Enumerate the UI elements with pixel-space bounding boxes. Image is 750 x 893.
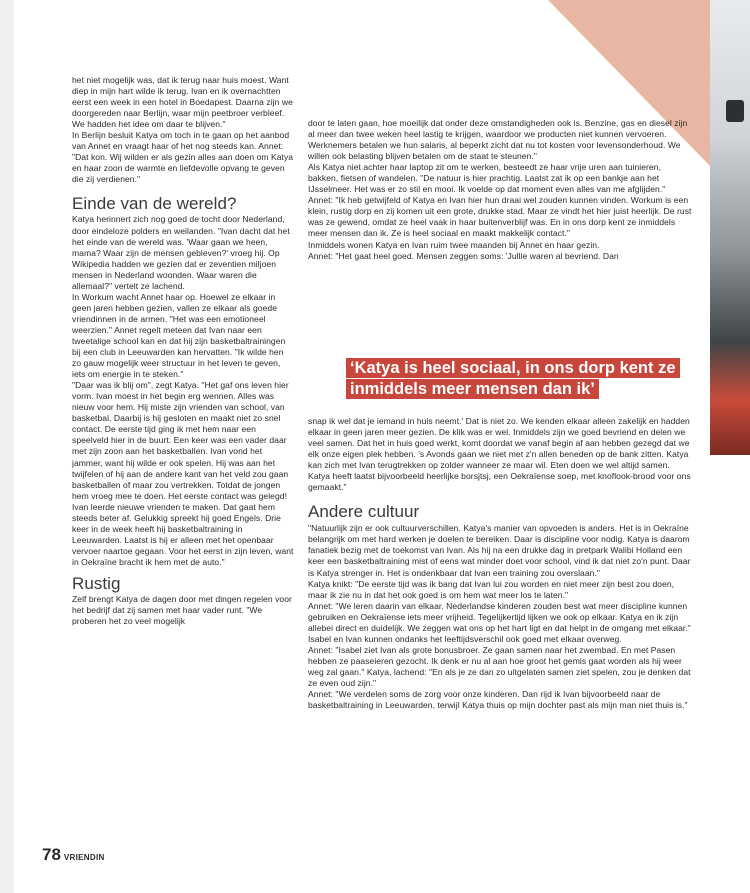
right-column-bottom — [308, 416, 692, 711]
body-paragraph: In Berlijn besluit Katya om toch in te gaan op het aanbod van Annet en vraagt haar of het nog steeds kan. Annet: "Dat kon. Wij wilden er als gezin alles aan doen om Katya en haar zoon de warmte en liefdevolle opvang te geven die zij verdienen." — [72, 130, 294, 185]
body-paragraph: Annet: "Het gaat heel goed. Mensen zeggen soms: 'Jullie waren al bevriend. Dan — [308, 250, 619, 261]
pull-quote-text: ‘Katya is heel sociaal, in ons dorp kent ze inmiddels meer mensen dan ik’ — [346, 358, 680, 399]
page-number: 78 — [42, 845, 61, 864]
body-paragraph: Annet: "We leren daarin van elkaar. Nederlandse kinderen zouden best wat meer discipline kunnen gebruiken en Oekraïense iets meer vrijheid. Tegelijkertijd lijken we ook op elkaar. Katya en ik zijn allebei direct en duidelijk. We zeggen wat ons op het hart ligt en dat helpt in de omgang met elkaar." — [308, 600, 691, 633]
section-heading-andere: Andere cultuur — [308, 502, 420, 522]
body-paragraph: In Workum wacht Annet haar op. Hoewel ze elkaar in geen jaren hebben gezien, vallen ze elkaar als goede vriendinnen in de armen. "Het was een emotioneel weerzien." Annet regelt meteen dat Ivan naar een tweetalige school kan en dat hij zijn basketbaltrainingen bij een club in Leeuwarden kan hervatten. "Ik wilde hen zo gauw mogelijk weer structuur in het leven te geven, iets om energie in te steken." — [72, 291, 286, 380]
section-heading-rustig: Rustig — [72, 573, 121, 593]
mug-image — [726, 100, 744, 122]
section-heading-einde: Einde van de wereld? — [72, 194, 237, 214]
pull-quote — [346, 358, 678, 400]
right-column-top — [308, 118, 692, 262]
body-paragraph: Als Katya niet achter haar laptop zit om te werken, besteedt ze haar vrije uren aan tuinieren, bakken, fietsen of wandelen. "De natuur is hier prachtig. Laatst zat ik op een bankje aan het IJsselmeer. Het was er zo stil en mooi. Ik voelde op dat moment even alles van me afglijden." — [308, 162, 666, 195]
photo-strip — [710, 0, 750, 455]
body-paragraph: Katya knikt: "De eerste tijd was ik bang dat Ivan lui zou worden en niet meer zijn best zou doen, maar ik zie nu in dat het ook goed is om hem wat meer los te laten." — [308, 578, 675, 600]
body-paragraph: Zelf brengt Katya de dagen door met dingen regelen voor het bedrijf dat zij samen met haar vader runt. "We proberen het zo veel mogelijk — [72, 593, 292, 627]
page-footer — [42, 845, 105, 865]
body-paragraph: Annet: "Isabel ziet Ivan als grote bonusbroer. Ze gaan samen naar het zwembad. En met Pasen hebben ze paaseieren gezocht. Ik denk er nu al aan hoe groot het gemis gaat worden als hij weer weg zal gaan." Katya, lachend: "En als je ze dan zo uitgelaten samen ziet spelen, zou je denken dat ze even oud zijn." — [308, 644, 691, 688]
body-paragraph: Inmiddels wonen Katya en Ivan ruim twee maanden bij Annet en haar gezin. — [308, 239, 600, 250]
body-paragraph: door te laten gaan, hoe moeilijk dat onder deze omstandigheden ook is. Benzine, gas en diesel zijn al meer dan twee weken heel lastig te krijgen, waardoor we producten niet kunnen vervoeren. Werknemers betalen we hun salaris, al beperkt zicht dat nu tot kosten voor levensonderhoud. We willen ook belasting blijven betalen om de staat te steunen." — [308, 118, 688, 162]
body-paragraph: "Natuurlijk zijn er ook cultuurverschillen. Katya's manier van opvoeden is anders. Het is in Oekraïne belangrijk om met hard werken je doelen te bereiken. Daar is discipline voor nodig. Katya is daarom fanatiek bezig met de toekomst van Ivan. Als hij na een drukke dag in pretpark Walibi Holland een keer een basketbaltraining mist of eens wat minder doet voor school, vind ik dat niet zo'n punt. Daar is Katya strenger in. Het is ondenkbaar dat Ivan een training zou overslaan." — [308, 523, 691, 578]
magazine-name: VRIENDIN — [63, 853, 105, 862]
body-paragraph: Isabel en Ivan kunnen ondanks het leeftijdsverschil ook goed met elkaar overweg. — [308, 633, 622, 644]
body-paragraph: Annet: "We verdelen soms de zorg voor onze kinderen. Dan rijd ik Ivan bijvoorbeeld naar de basketbaltraining in Leeuwarden, terwijl Katya thuis op mijn dochter past als mijn man niet thuis is." — [308, 689, 688, 711]
body-paragraph: snap ik wel dat je iemand in huis neemt.' Dat is niet zo. We kenden elkaar alleen zakelijk en hadden elkaar in geen jaren meer gezien. De klik was er wel. Inmiddels zijn we goed bevriend en delen we veel samen. Dat het in huis goed werkt, komt doordat we vanaf begin af aan hebben gezegd dat we elk onze eigen plek hebben. 's Avonds gaan we niet met z'n allen beneden op de bank zitten. Katya kan zich met Ivan terugtrekken op zolder wanneer ze maar wil. Eten doen we wel altijd samen. Katya heeft laatst bijvoorbeeld heerlijke borsjtsj, een Oekraïense soep, met knoflook-brood voor ons gemaakt." — [308, 416, 691, 493]
body-paragraph: Katya herinnert zich nog goed de tocht door Nederland, door eindeloze polders en weilanden. "Ivan dacht dat het het einde van de wereld was. 'Waar gaan we heen, mama? Waar zijn de mensen gebleven?' vroeg hij. Op Wikipedia hadden we gezien dat er zeventien miljoen mensen in Nederland woonden. Waar waren die allemaal?" vertelt ze lachend. — [72, 214, 290, 291]
page-edge — [0, 0, 14, 893]
left-column — [72, 75, 294, 627]
body-paragraph: Annet: "Ik heb getwijfeld of Katya en Ivan hier hun draai wel zouden kunnen vinden. Workum is een klein, rustig dorp en zij komen uit een grote, drukke stad. Maar ze vindt het hier juist heerlijk. De rust was ze gewend, omdat ze heel vaak in haar buitenverblijf was. En in ons dorp kent ze inmiddels meer mensen dan ik. Ze is heel sociaal en maakt makkelijk contact." — [308, 195, 692, 239]
body-paragraph: het niet mogelijk was, dat ik terug naar huis moest. Want diep in mijn hart wilde ik terug. Ivan en ik overnachtten eerst een week in een hotel in Boedapest. Daarna zijn we doorgereden naar Berlijn, waar mijn peetbroer verbleef. We hadden het idee om daar te blijven." — [72, 75, 293, 130]
body-paragraph: "Daar was ik blij om", zegt Katya. "Het gaf ons leven hier vorm. Ivan moest in het begin erg wennen. Alles was nieuw voor hem. Hij miste zijn vrienden van school, van basketbal. Daarbij is hij gesloten en maakt niet zo snel contact. De eerste tijd ging ik met hem naar een speelveld hier in de buurt. Een keer was een vader daar met zijn zoon aan het basketballen. Ivan vond het jammer, want hij wilde er ook spelen. Hij was aan het twijfelen of hij aan de andere kant van het veld zou gaan basketballen of maar zou vertrekken. Totdat de jongen hem vroeg mee te doen. Het eerste contact was gelegd! Ivan leerde nieuwe vrienden te maken. Dat gaat hem steeds beter af. Gelukkig spreekt hij goed Engels. Drie keer in de week heeft hij basketbaltraining in Leeuwarden. Laatst is hij er alleen met het openbaar vervoer naartoe gegaan. Voor het eerst in zijn leven, want in Oekraïne bracht ik hem met de auto." — [72, 380, 294, 567]
